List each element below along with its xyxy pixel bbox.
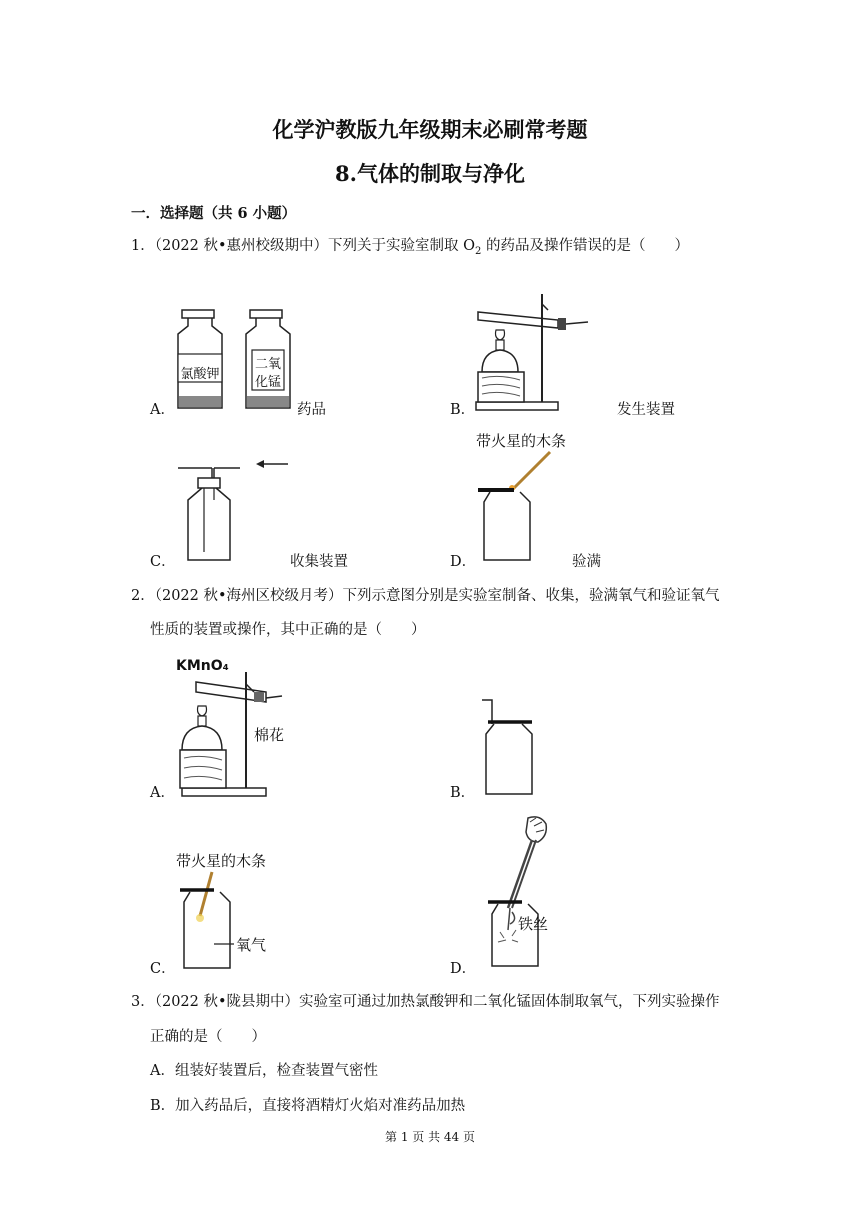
q3-option-a-letter: A．: [150, 1063, 175, 1079]
question-3-stem-line2: 正确的是（ ）: [150, 1029, 266, 1045]
q1-option-a-figure: [170, 308, 300, 414]
question-2-stem: 2．（2022 秋•海州区校级月考）下列示意图分别是实验室制备、收集，验满氧气和验证氧气: [131, 588, 720, 604]
q1-option-a-caption: 药品: [297, 402, 326, 418]
q3-option-b[interactable]: [150, 1094, 465, 1115]
q2-d-wire-label: 铁丝: [518, 915, 549, 933]
q2-option-a-letter[interactable]: A．: [150, 785, 175, 801]
q1-option-a-letter[interactable]: A．: [150, 402, 175, 418]
q2-option-d-figure: [470, 812, 560, 970]
page-title: 化学沪教版九年级期末必刷常考题: [272, 117, 588, 142]
q3-option-a[interactable]: [150, 1059, 378, 1080]
question-1-stem-text: 1．（2022 秋•惠州校级期中）下列关于实验室制取 O: [131, 238, 476, 254]
question-2-stem-line2: 性质的装置或操作，其中正确的是（ ）: [150, 622, 426, 638]
q1-a-bottle2-label-line1: 二氧: [254, 357, 281, 372]
q1-option-d-letter[interactable]: D．: [450, 554, 477, 570]
q3-option-a-text: 组装好装置后，检查装置气密性: [174, 1063, 378, 1079]
q2-c-splint-label: 带火星的木条: [176, 852, 267, 870]
q1-option-b-caption: 发生装置: [617, 402, 675, 418]
question-1-stem: [131, 236, 689, 262]
q1-option-b-figure: [470, 292, 600, 414]
q1-option-c-caption: 收集装置: [290, 554, 348, 570]
question-1-stem-end: 的药品及操作错误的是（ ）: [481, 238, 690, 254]
q1-d-splint-label: 带火星的木条: [476, 432, 567, 450]
q1-option-d-caption: 验满: [572, 554, 601, 570]
question-3-stem: 3．（2022 秋•陇县期中）实验室可通过加热氯酸钾和二氧化锰固体制取氧气，下列实验操作: [131, 994, 720, 1010]
q1-option-c-letter[interactable]: C．: [150, 554, 176, 570]
q2-option-b-letter[interactable]: B．: [450, 785, 476, 801]
q3-option-b-letter: B．: [150, 1098, 176, 1114]
q2-a-cotton-label: 棉花: [254, 726, 285, 744]
q1-a-bottle1-label: 氯酸钾: [180, 367, 220, 382]
q2-option-d-letter[interactable]: D．: [450, 961, 477, 977]
q1-option-c-figure: [174, 456, 294, 564]
section-heading: 一．选择题（共 6 小题）: [131, 205, 297, 222]
q1-option-b-letter[interactable]: B．: [450, 402, 476, 418]
q1-a-bottle2-label-line2: 化锰: [254, 375, 281, 390]
question-1-stem-subscript: 2: [475, 245, 482, 257]
q2-option-c-figure: [176, 868, 256, 972]
q2-a-reagent-label: KMnO₄: [176, 658, 229, 674]
q2-option-c-letter[interactable]: C．: [150, 961, 176, 977]
q3-option-b-text: 加入药品后，直接将酒精灯火焰对准药品加热: [175, 1098, 466, 1114]
page-subtitle: 8.气体的制取与净化: [335, 161, 525, 186]
q2-option-b-figure: [476, 698, 556, 798]
q2-c-gas-label: 氧气: [236, 936, 267, 954]
page-footer: 第 1 页 共 44 页: [385, 1130, 475, 1144]
q1-option-d-figure: [476, 448, 566, 564]
